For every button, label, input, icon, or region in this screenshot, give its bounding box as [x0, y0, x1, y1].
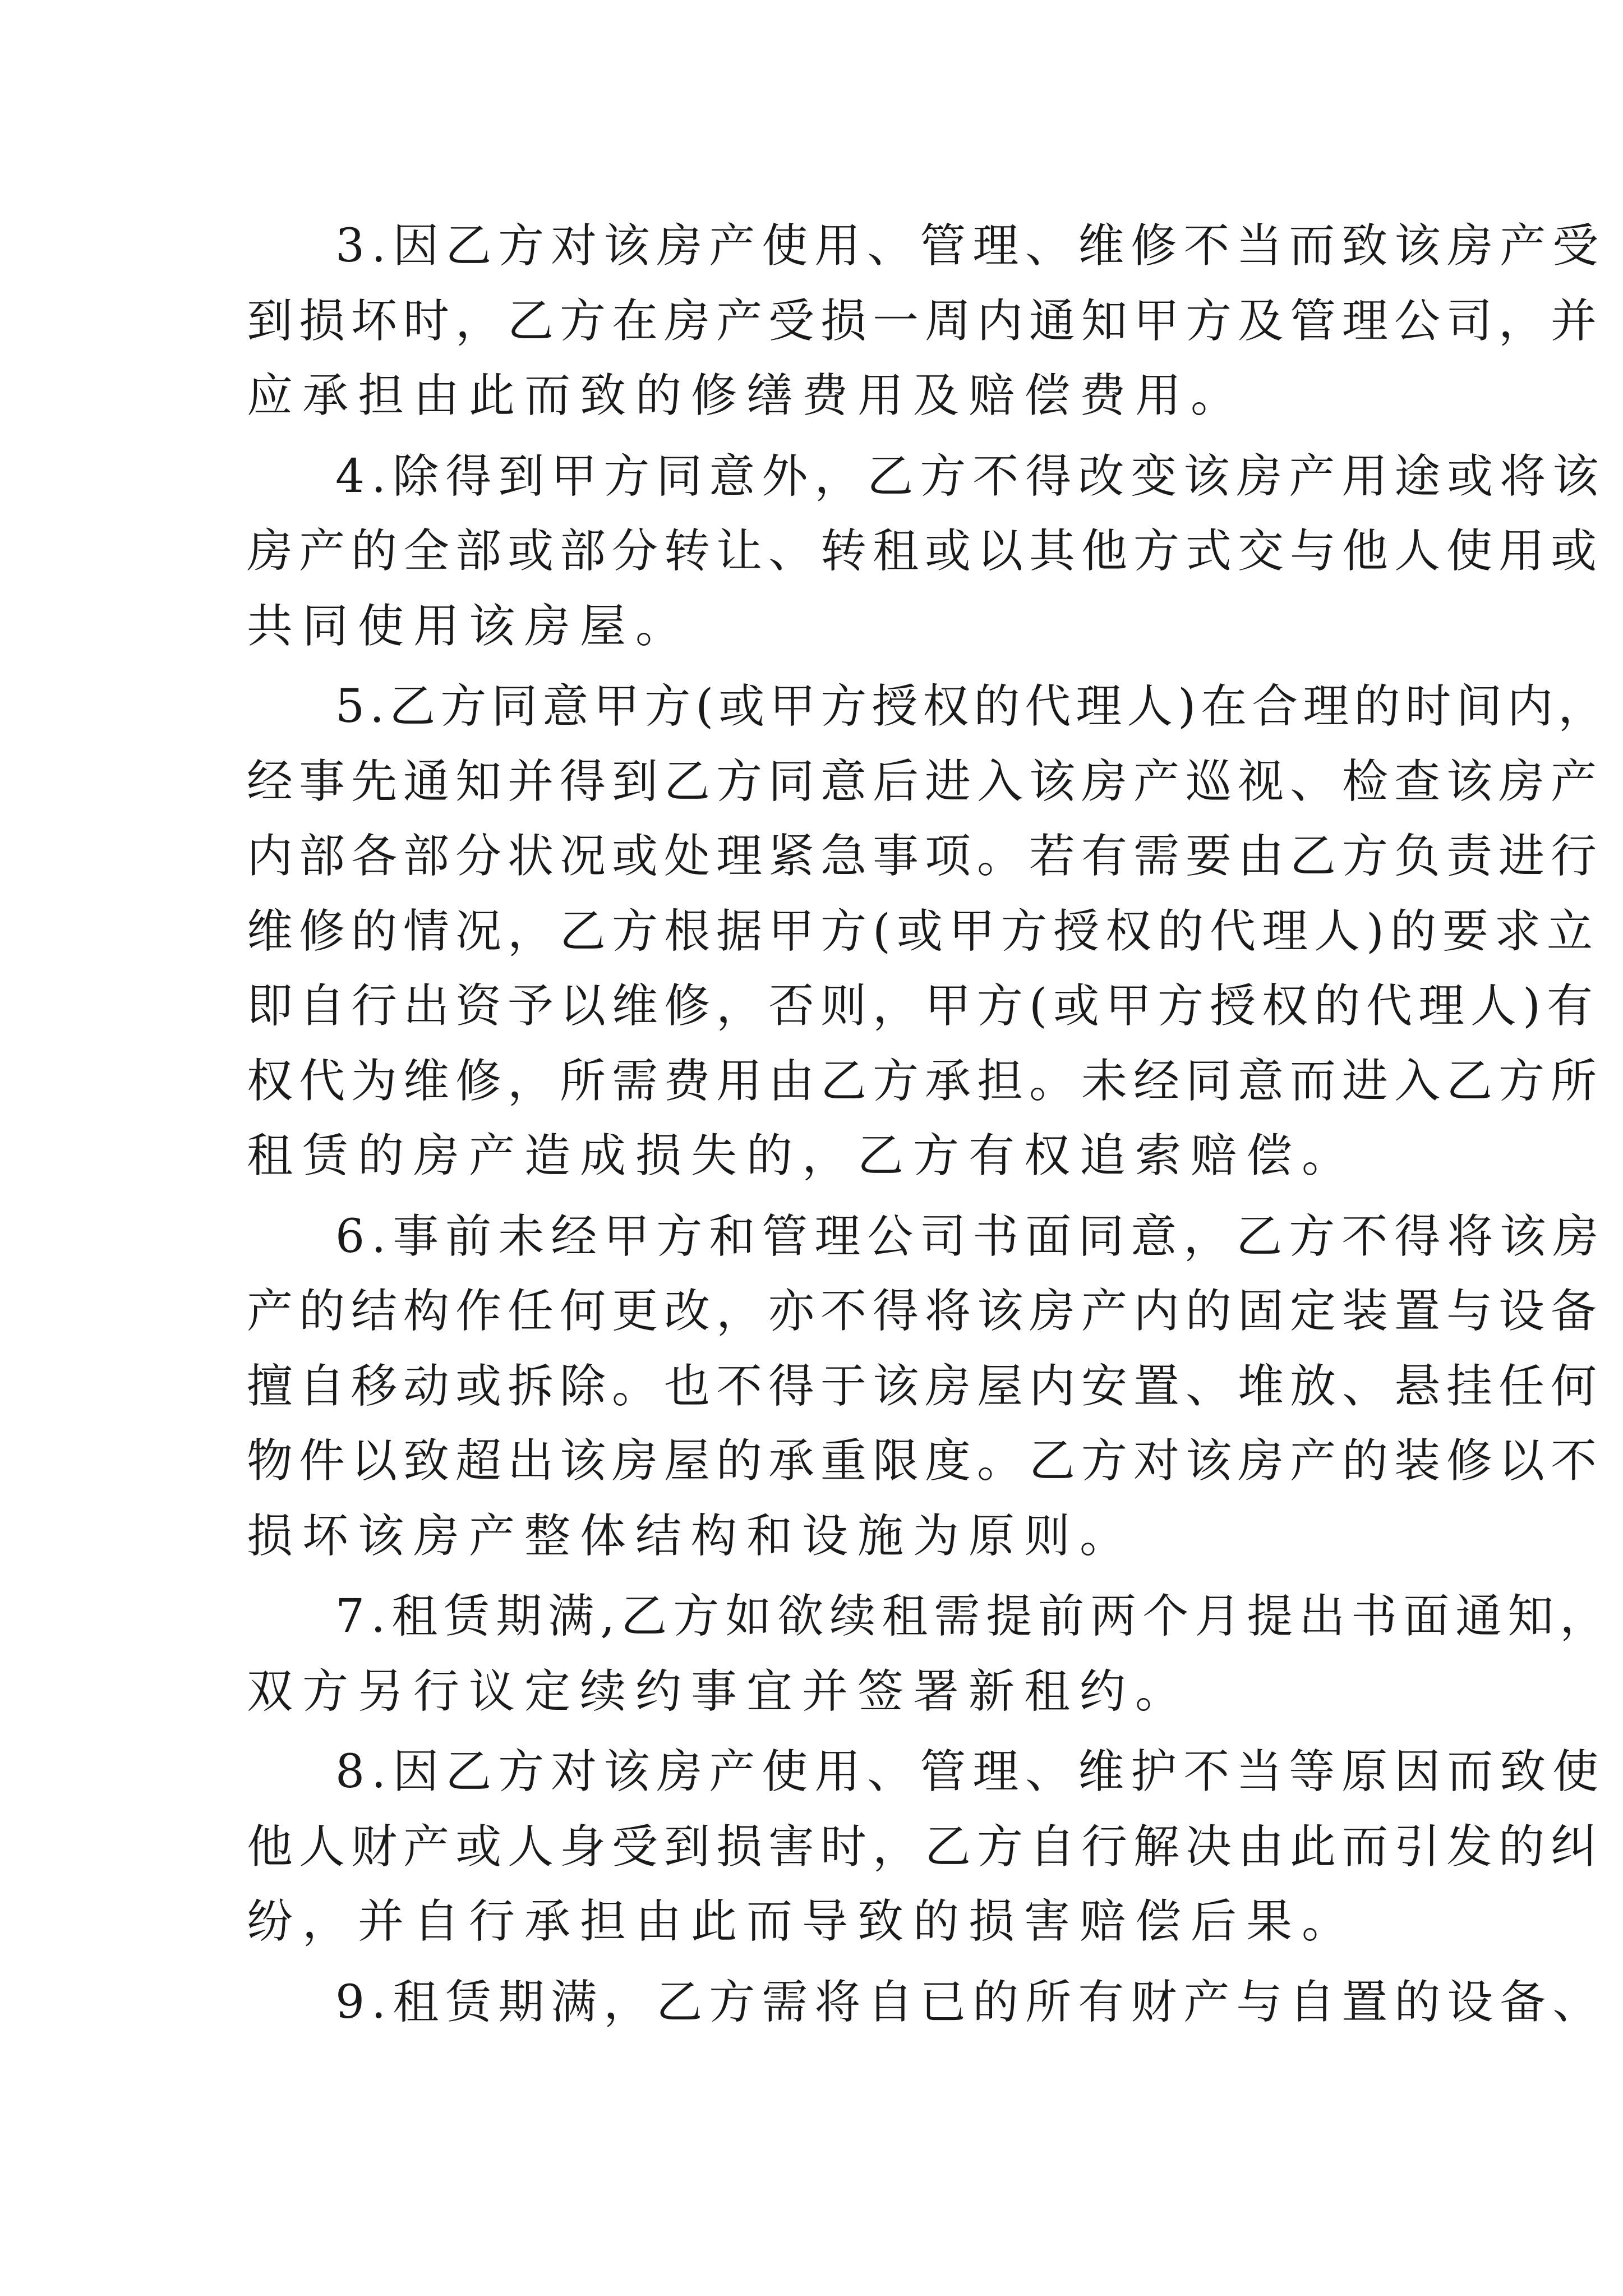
text-line: 物件以致超出该房屋的承重限度。乙方对该房产的装修以不 — [247, 1434, 1603, 1488]
text-line: 经事先通知并得到乙方同意后进入该房产巡视、检查该房产 — [247, 755, 1603, 808]
text-line: 8.因乙方对该房产使用、管理、维护不当等原因而致使 — [335, 1745, 1606, 1798]
text-line: 共同使用该房屋。 — [247, 600, 691, 653]
text-line: 4.除得到甲方同意外，乙方不得改变该房产用途或将该 — [335, 450, 1606, 503]
text-line: 纷，并自行承担由此而导致的损害赔偿后果。 — [247, 1895, 1358, 1948]
text-line: 擅自移动或拆除。也不得于该房屋内安置、堆放、悬挂任何 — [247, 1360, 1603, 1413]
text-line: 5.乙方同意甲方(或甲方授权的代理人)在合理的时间内， — [335, 680, 1610, 733]
text-line: 权代为维修，所需费用由乙方承担。未经同意而进入乙方所 — [247, 1055, 1603, 1108]
text-line: 他人财产或人身受到损害时，乙方自行解决由此而引发的纠 — [247, 1820, 1603, 1874]
text-line: 6.事前未经甲方和管理公司书面同意，乙方不得将该房 — [335, 1210, 1606, 1263]
text-line: 应承担由此而致的修缮费用及赔偿费用。 — [247, 369, 1247, 422]
text-line: 双方另行议定续约事宜并签署新租约。 — [247, 1665, 1191, 1718]
text-line: 维修的情况，乙方根据甲方(或甲方授权的代理人)的要求立 — [247, 905, 1599, 958]
text-line: 到损坏时，乙方在房产受损一周内通知甲方及管理公司，并 — [247, 295, 1603, 348]
text-line: 内部各部分状况或处理紧急事项。若有需要由乙方负责进行 — [247, 830, 1603, 883]
text-line: 3.因乙方对该房产使用、管理、维修不当而致该房产受 — [335, 219, 1606, 273]
text-line: 损坏该房产整体结构和设施为原则。 — [247, 1510, 1136, 1563]
text-line: 即自行出资予以维修，否则，甲方(或甲方授权的代理人)有 — [247, 979, 1599, 1033]
text-line: 租赁的房产造成损失的，乙方有权追索赔偿。 — [247, 1129, 1358, 1182]
text-line: 房产的全部或部分转让、转租或以其他方式交与他人使用或 — [247, 524, 1603, 578]
text-line: 产的结构作任何更改，亦不得将该房产内的固定装置与设备 — [247, 1285, 1603, 1338]
text-line: 9.租赁期满，乙方需将自已的所有财产与自置的设备、 — [335, 1976, 1606, 2029]
text-line: 7.租赁期满,乙方如欲续租需提前两个月提出书面通知， — [335, 1590, 1612, 1643]
